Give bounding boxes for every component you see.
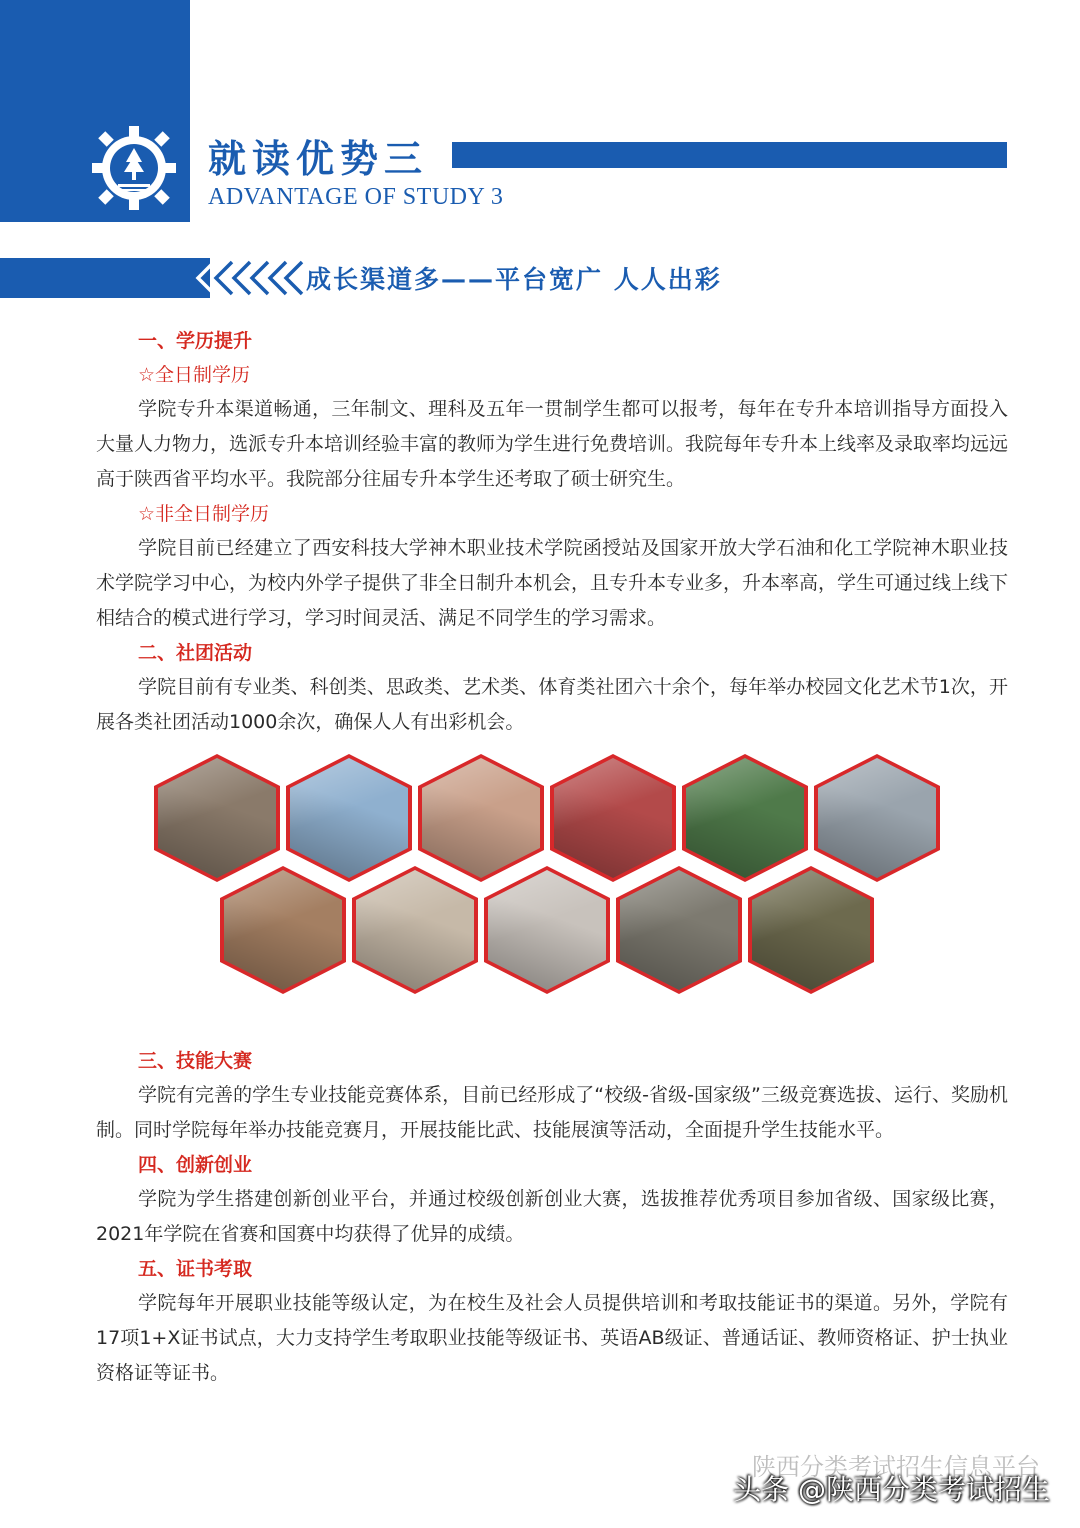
photo-computer-lab-image	[818, 758, 936, 878]
page-subtitle: ADVANTAGE OF STUDY 3	[208, 184, 504, 210]
photo-monument-group	[154, 754, 280, 882]
photo-guitar-player-image	[224, 870, 342, 990]
section-heading-education: 一、学历提升	[138, 330, 253, 352]
page-title: 就读优势三	[208, 137, 429, 181]
paragraph-skills: 学院有完善的学生专业技能竞赛体系，目前已经形成了“校级-省级-国家级”三级竞赛选拔、运行、奖励机制。同时学院每年举办技能竞赛月，开展技能比武、技能展演等活动，全面提升学生技能水平。	[96, 1084, 1008, 1141]
section-heading-skills: 三、技能大赛	[138, 1050, 253, 1072]
photo-football-field-image	[686, 758, 804, 878]
section-banner	[0, 258, 1080, 298]
banner-stripe	[0, 258, 210, 298]
paragraph-clubs: 学院目前有专业类、科创类、思政类、艺术类、体育类社团六十余个，每年举办校园文化艺术节1次，开展各类社团活动1000余次，确保人人有出彩机会。	[96, 676, 1008, 733]
photo-banner-group-image	[422, 758, 540, 878]
college-gear-logo	[88, 122, 180, 214]
photo-football-field	[682, 754, 808, 882]
paragraph-parttime: 学院目前已经建立了西安科技大学神木职业技术学院函授站及国家开放大学石油和化工学院神木职业技术学院学习中心，为校内外学子提供了非全日制升本机会，且专升本专业多，升本率高，学生可通过线上线下相结合的模式进行学习，学习时间灵活、满足不同学生的学习需求。	[96, 537, 1009, 629]
section-heading-innovation: 四、创新创业	[138, 1154, 253, 1176]
watermark-platform: 陕西分类考试招生信息平台	[752, 1453, 1040, 1481]
photo-tool-workshop-image	[620, 870, 738, 990]
photo-computer-lab	[814, 754, 940, 882]
subheading-parttime: ☆非全日制学历	[138, 503, 270, 525]
photo-dance-practice	[484, 866, 610, 994]
paragraph-innovation: 学院为学生搭建创新创业平台，并通过校级创新创业大赛，选拔推荐优秀项目参加省级、国家级比赛，2021年学院在省赛和国赛中均获得了优异的成绩。	[96, 1188, 1008, 1245]
banner-heading: 成长渠道多——平台宽广 人人出彩	[306, 265, 722, 294]
photo-dance-practice-image	[488, 870, 606, 990]
photo-drawing-class-image	[356, 870, 474, 990]
photo-large-group	[550, 754, 676, 882]
photo-monument-group-image	[158, 758, 276, 878]
watermark-toutiao: 头条 @陕西分类考试招生	[733, 1473, 1050, 1506]
photo-flag-mountain-image	[290, 758, 408, 878]
photo-martial-arts-image	[752, 870, 870, 990]
photo-large-group-image	[554, 758, 672, 878]
title-accent-bar	[452, 142, 1007, 168]
photo-banner-group	[418, 754, 544, 882]
photo-guitar-player	[220, 866, 346, 994]
paragraph-certificates: 学院每年开展职业技能等级认定，为在校生及社会人员提供培训和考取技能证书的渠道。另外，学院有17项1+X证书试点，大力支持学生考取职业技能等级证书、英语AB级证、普通话证、教师资格证、护士执业资格证等证书。	[96, 1292, 1008, 1384]
photo-hexagon-collage	[96, 754, 1008, 1036]
photo-martial-arts	[748, 866, 874, 994]
main-content	[96, 324, 1008, 1391]
section-heading-certificates: 五、证书考取	[138, 1258, 253, 1280]
chevron-left-icon	[186, 258, 304, 298]
paragraph-fulltime: 学院专升本渠道畅通，三年制文、理科及五年一贯制学生都可以报考，每年在专升本培训指导方面投入大量人力物力，选派专升本培训经验丰富的教师为学生进行免费培训。我院每年专升本上线率及录取率均远远高于陕西省平均水平。我院部分往届专升本学生还考取了硕士研究生。	[96, 398, 1009, 490]
header-logo-block	[0, 0, 190, 222]
subheading-fulltime: ☆全日制学历	[138, 364, 251, 386]
photo-tool-workshop	[616, 866, 742, 994]
photo-drawing-class	[352, 866, 478, 994]
section-heading-clubs: 二、社团活动	[138, 642, 253, 664]
photo-flag-mountain	[286, 754, 412, 882]
